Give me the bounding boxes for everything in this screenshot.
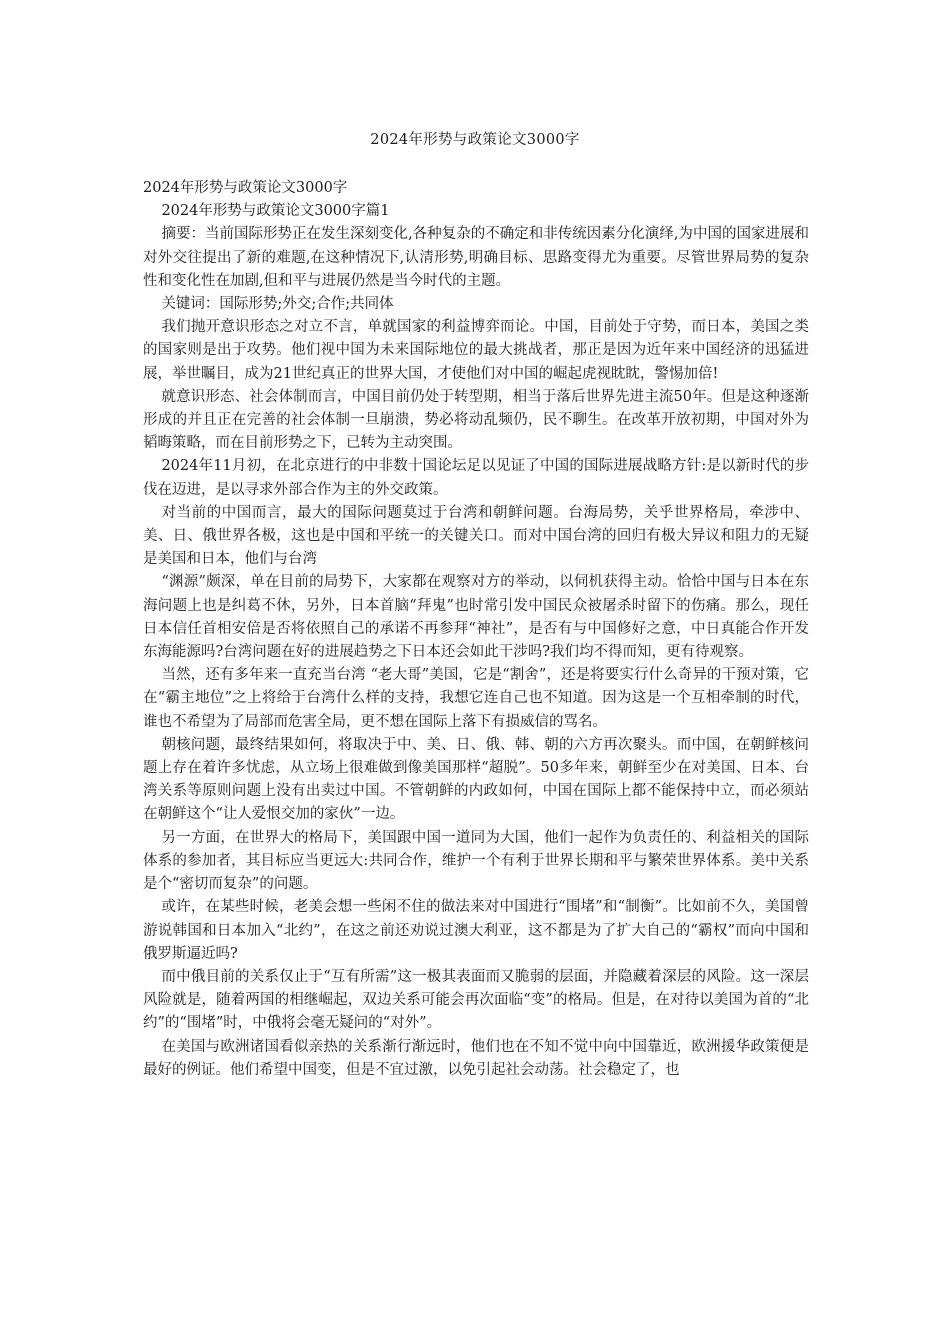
paragraph: 在美国与欧洲诸国看似亲热的关系渐行渐远时，他们也在不知不觉中向中国靠近，欧洲援华政策便是最好的例证。他们希望中国变，但是不宜过激，以免引起社会动荡。社会稳定了，也 [143,1038,809,1078]
paragraph-abstract: 摘要：当前国际形势正在发生深刻变化,各种复杂的不确定和非传统因素分化演绎,为中国的国家进展和对外交往提出了新的难题,在这种情况下,认清形势,明确目标、思路变得尤为重要。尽管世界局势的复杂性和变化性在加剧,但和平与进展仍然是当今时代的主题。 [143,226,809,289]
paragraph: 朝核问题，最终结果如何，将取决于中、美、日、俄、韩、朝的六方再次聚头。而中国，在朝鲜核问题上存在着许多忧虑，从立场上很难做到像美国那样“超脱”。50多年来，朝鲜至少在对美国、日本、台湾关系等原则问题上没有出卖过中国。不管朝鲜的内政如何，中国在国际上都不能保持中立，而必须站在朝鲜这个“让人爱恨交加的家伙”一边。 [143,736,809,823]
paragraph: 另一方面，在世界大的格局下，美国跟中国一道同为大国，他们一起作为负责任的、利益相关的国际体系的参加者，其目标应当更远大:共同合作，维护一个有利于世界长期和平与繁荣世界体系。美中关系是个“密切而复杂”的问题。 [143,829,809,893]
document-title: 2024年形势与政策论文3000字 [370,132,580,148]
paragraph: 就意识形态、社会体制而言，中国目前仍处于转型期，相当于落后世界先进主流50年。但是这种逐渐形成的并且正在完善的社会体制一旦崩溃，势必将动乱频仍，民不聊生。在改革开放初期，中国对外为韬晦策略，而在目前形势之下，已转为主动突围。 [143,388,809,452]
paragraph: 或许，在某些时候，老美会想一些闲不住的做法来对中国进行“围堵”和“制衡”。比如前不久，美国曾游说韩国和日本加入“北约”，在这之前还劝说过澳大利亚，这不都是为了扩大自己的“霸权”而向中国和俄罗斯逼近吗? [143,899,809,962]
paragraph: “渊源”颇深，单在目前的局势下，大家都在观察对方的举动，以伺机获得主动。恰恰中国与日本在东海问题上也是纠葛不休，另外，日本首脑“拜鬼”也时常引发中国民众被屠杀时留下的伤痛。那么，现任日本信任首相安倍是否将依照自己的承诺不再参拜“神社”，是否有与中国修好之意，中日真能合作开发东海能源吗?台湾问题在好的进展趋势之下日本还会如此干涉吗?我们均不得而知，更有待观察。 [143,574,809,661]
section-subheading: 2024年形势与政策论文3000字篇1 [161,203,390,220]
body-heading: 2024年形势与政策论文3000字 [143,180,348,196]
paragraph: 当然，还有多年来一直充当台湾 “老大哥”美国，它是“割舍”，还是将要实行什么奇异的干预对策，它在“霸主地位”之上将给于台湾什么样的支持，我想它连自己也不知道。因为这是一个互相牵制的时代，谁也不希望为了局部而危害全局，更不想在国际上落下有损威信的骂名。 [143,667,809,730]
document-body [143,177,809,1082]
paragraph: 对当前的中国而言，最大的国际问题莫过于台湾和朝鲜问题。台海局势，关乎世界格局，牵涉中、美、日、俄世界各极，这也是中国和平统一的关键关口。而对中国台湾的回归有极大异议和阻力的无疑是美国和日本，他们与台湾 [143,504,809,568]
paragraph: 而中俄目前的关系仅止于“互有所需”这一极其表面而又脆弱的层面，并隐藏着深层的风险。这一深层风险就是，随着两国的相继崛起，双边关系可能会再次面临“变”的格局。但是，在对待以美国为首的“北约”的“围堵”时，中俄将会毫无疑问的“对外”。 [143,968,809,1032]
paragraph: 2024年11月初，在北京进行的中非数十国论坛足以见证了中国的国际进展战略方针:是以新时代的步伐在迈进，是以寻求外部合作为主的外交政策。 [143,458,809,498]
paragraph: 我们抛开意识形态之对立不言，单就国家的利益博弈而论。中国，目前处于守势，而日本，美国之类的国家则是出于攻势。他们视中国为未来国际地位的最大挑战者，那正是因为近年来中国经济的迅猛进展，举世瞩目，成为21世纪真正的世界大国，才使他们对中国的崛起虎视眈眈，警惕加倍! [143,319,809,382]
paragraph-keywords: 关键词：国际形势;外交;合作;共同体 [161,296,394,313]
